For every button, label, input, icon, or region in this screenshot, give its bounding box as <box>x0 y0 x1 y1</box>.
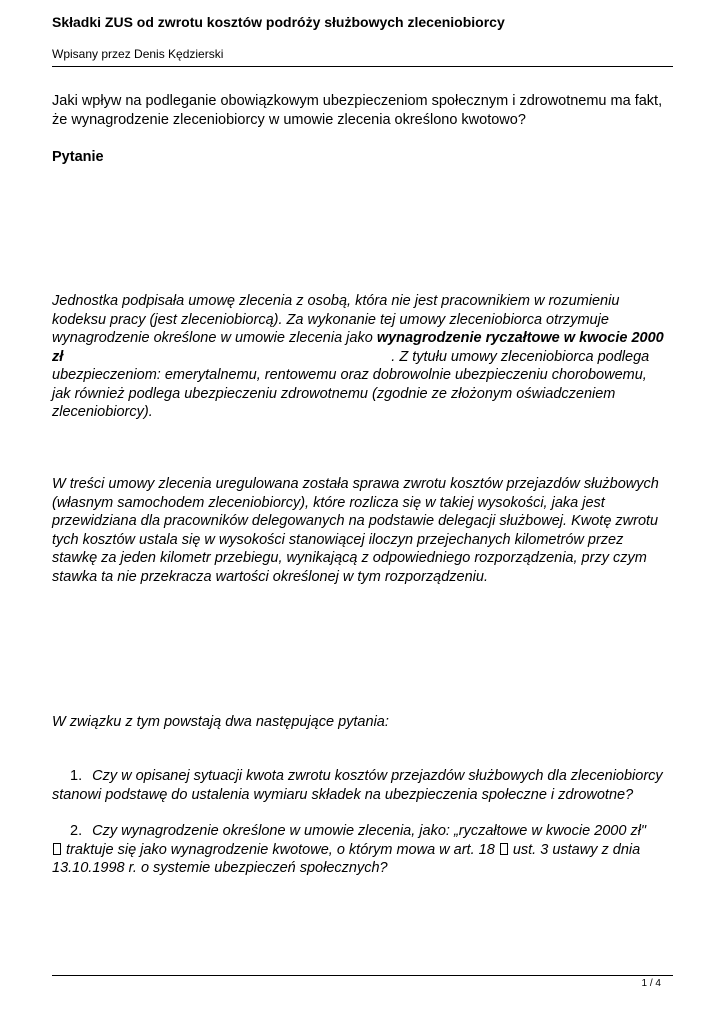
paragraph-line <box>52 329 677 348</box>
question-number: 1. <box>70 768 83 784</box>
paragraph-line <box>52 348 677 367</box>
question-text: Czy wynagrodzenie określone w umowie zlecenia, jako: „ryczałtowe w kwocie 2000 zł" <box>92 823 647 839</box>
paragraph-text: . Z tytułu umowy zleceniobiorca podlega <box>391 348 650 365</box>
question-line: stanowi podstawę do ustalenia wymiaru składek na ubezpieczenia społeczne i zdrowotne? <box>52 786 634 803</box>
document-title: Składki ZUS od zwrotu kosztów podróży służbowych zleceniobiorcy <box>52 14 505 30</box>
question-line <box>52 767 677 786</box>
document-author: Wpisany przez Denis Kędzierski <box>52 47 224 61</box>
paragraph-bold-text: zł <box>52 348 64 365</box>
paragraph-reimbursement <box>52 475 677 586</box>
question-text: traktuje się jako wynagrodzenie kwotowe, o którym mowa w art. 18 <box>66 841 495 858</box>
missing-glyph-icon <box>500 843 508 855</box>
question-text: ust. 3 ustawy z dnia <box>512 841 641 858</box>
paragraph-line: stawkę za jeden kilometr przebiegu, wynikającą z odpowiedniego rozporządzenia, przy czym <box>52 550 647 566</box>
question-line <box>52 841 677 860</box>
intro-line: Jaki wpływ na podleganie obowiązkowym ubezpieczeniom społecznym i zdrowotnemu ma fakt, <box>52 93 663 109</box>
section-heading: Pytanie <box>52 149 104 165</box>
paragraph-line: tych kosztów ustala się w wysokości stanowiącej iloczyn przejechanych kilometrów przez <box>52 531 624 548</box>
paragraph-bold-text: wynagrodzenie ryczałtowe w kwocie 2000 <box>376 330 664 346</box>
paragraph-line: (własnym samochodem zleceniobiorcy), które rozlicza się w takiej wysokości, jaka jest <box>52 494 605 511</box>
paragraph-line: kodeksu pracy (jest zleceniobiorcą). Za wykonanie tej umowy zleceniobiorca otrzymuje <box>52 311 609 328</box>
paragraph-line: Jednostka podpisała umowę zlecenia z osobą, która nie jest pracownikiem w rozumieniu <box>52 293 620 309</box>
question-line <box>52 822 677 841</box>
paragraph-line: zleceniobiorcy). <box>52 404 153 420</box>
paragraph-questions-intro: W związku z tym powstają dwa następujące pytania: <box>52 714 389 730</box>
footer-divider <box>52 975 673 976</box>
question-item <box>52 822 677 878</box>
question-line: 13.10.1998 r. o systemie ubezpieczeń społecznych? <box>52 860 388 876</box>
missing-glyph-icon <box>53 843 61 855</box>
header-divider <box>52 66 673 67</box>
page-number: 1 / 4 <box>641 978 661 989</box>
paragraph-line: jak również podlega ubezpieczeniu zdrowotnemu (zgodnie ze złożonym oświadczeniem <box>52 385 616 402</box>
intro-question <box>52 92 677 129</box>
question-item <box>52 767 677 804</box>
paragraph-line: ubezpieczeniom: emerytalnemu, rentowemu oraz dobrowolnie ubezpieczeniu chorobowemu, <box>52 367 647 383</box>
paragraph-line: W treści umowy zlecenia uregulowana została sprawa zwrotu kosztów przejazdów służbowych <box>52 476 659 492</box>
paragraph-contract <box>52 292 677 422</box>
paragraph-line: przewidziana dla pracowników delegowanych na podstawie delegacji służbowej. Kwotę zwrotu <box>52 513 659 529</box>
paragraph-line: stawka ta nie przekracza wartości określonej w tym rozporządzeniu. <box>52 568 488 585</box>
intro-line: że wynagrodzenie zleceniobiorcy w umowie zlecenia określono kwotowo? <box>52 111 526 128</box>
paragraph-text: wynagrodzenie określone w umowie zlecenia jako <box>52 330 377 346</box>
question-number: 2. <box>70 823 83 839</box>
question-text: Czy w opisanej sytuacji kwota zwrotu kosztów przejazdów służbowych dla zleceniobiorcy <box>92 768 663 784</box>
